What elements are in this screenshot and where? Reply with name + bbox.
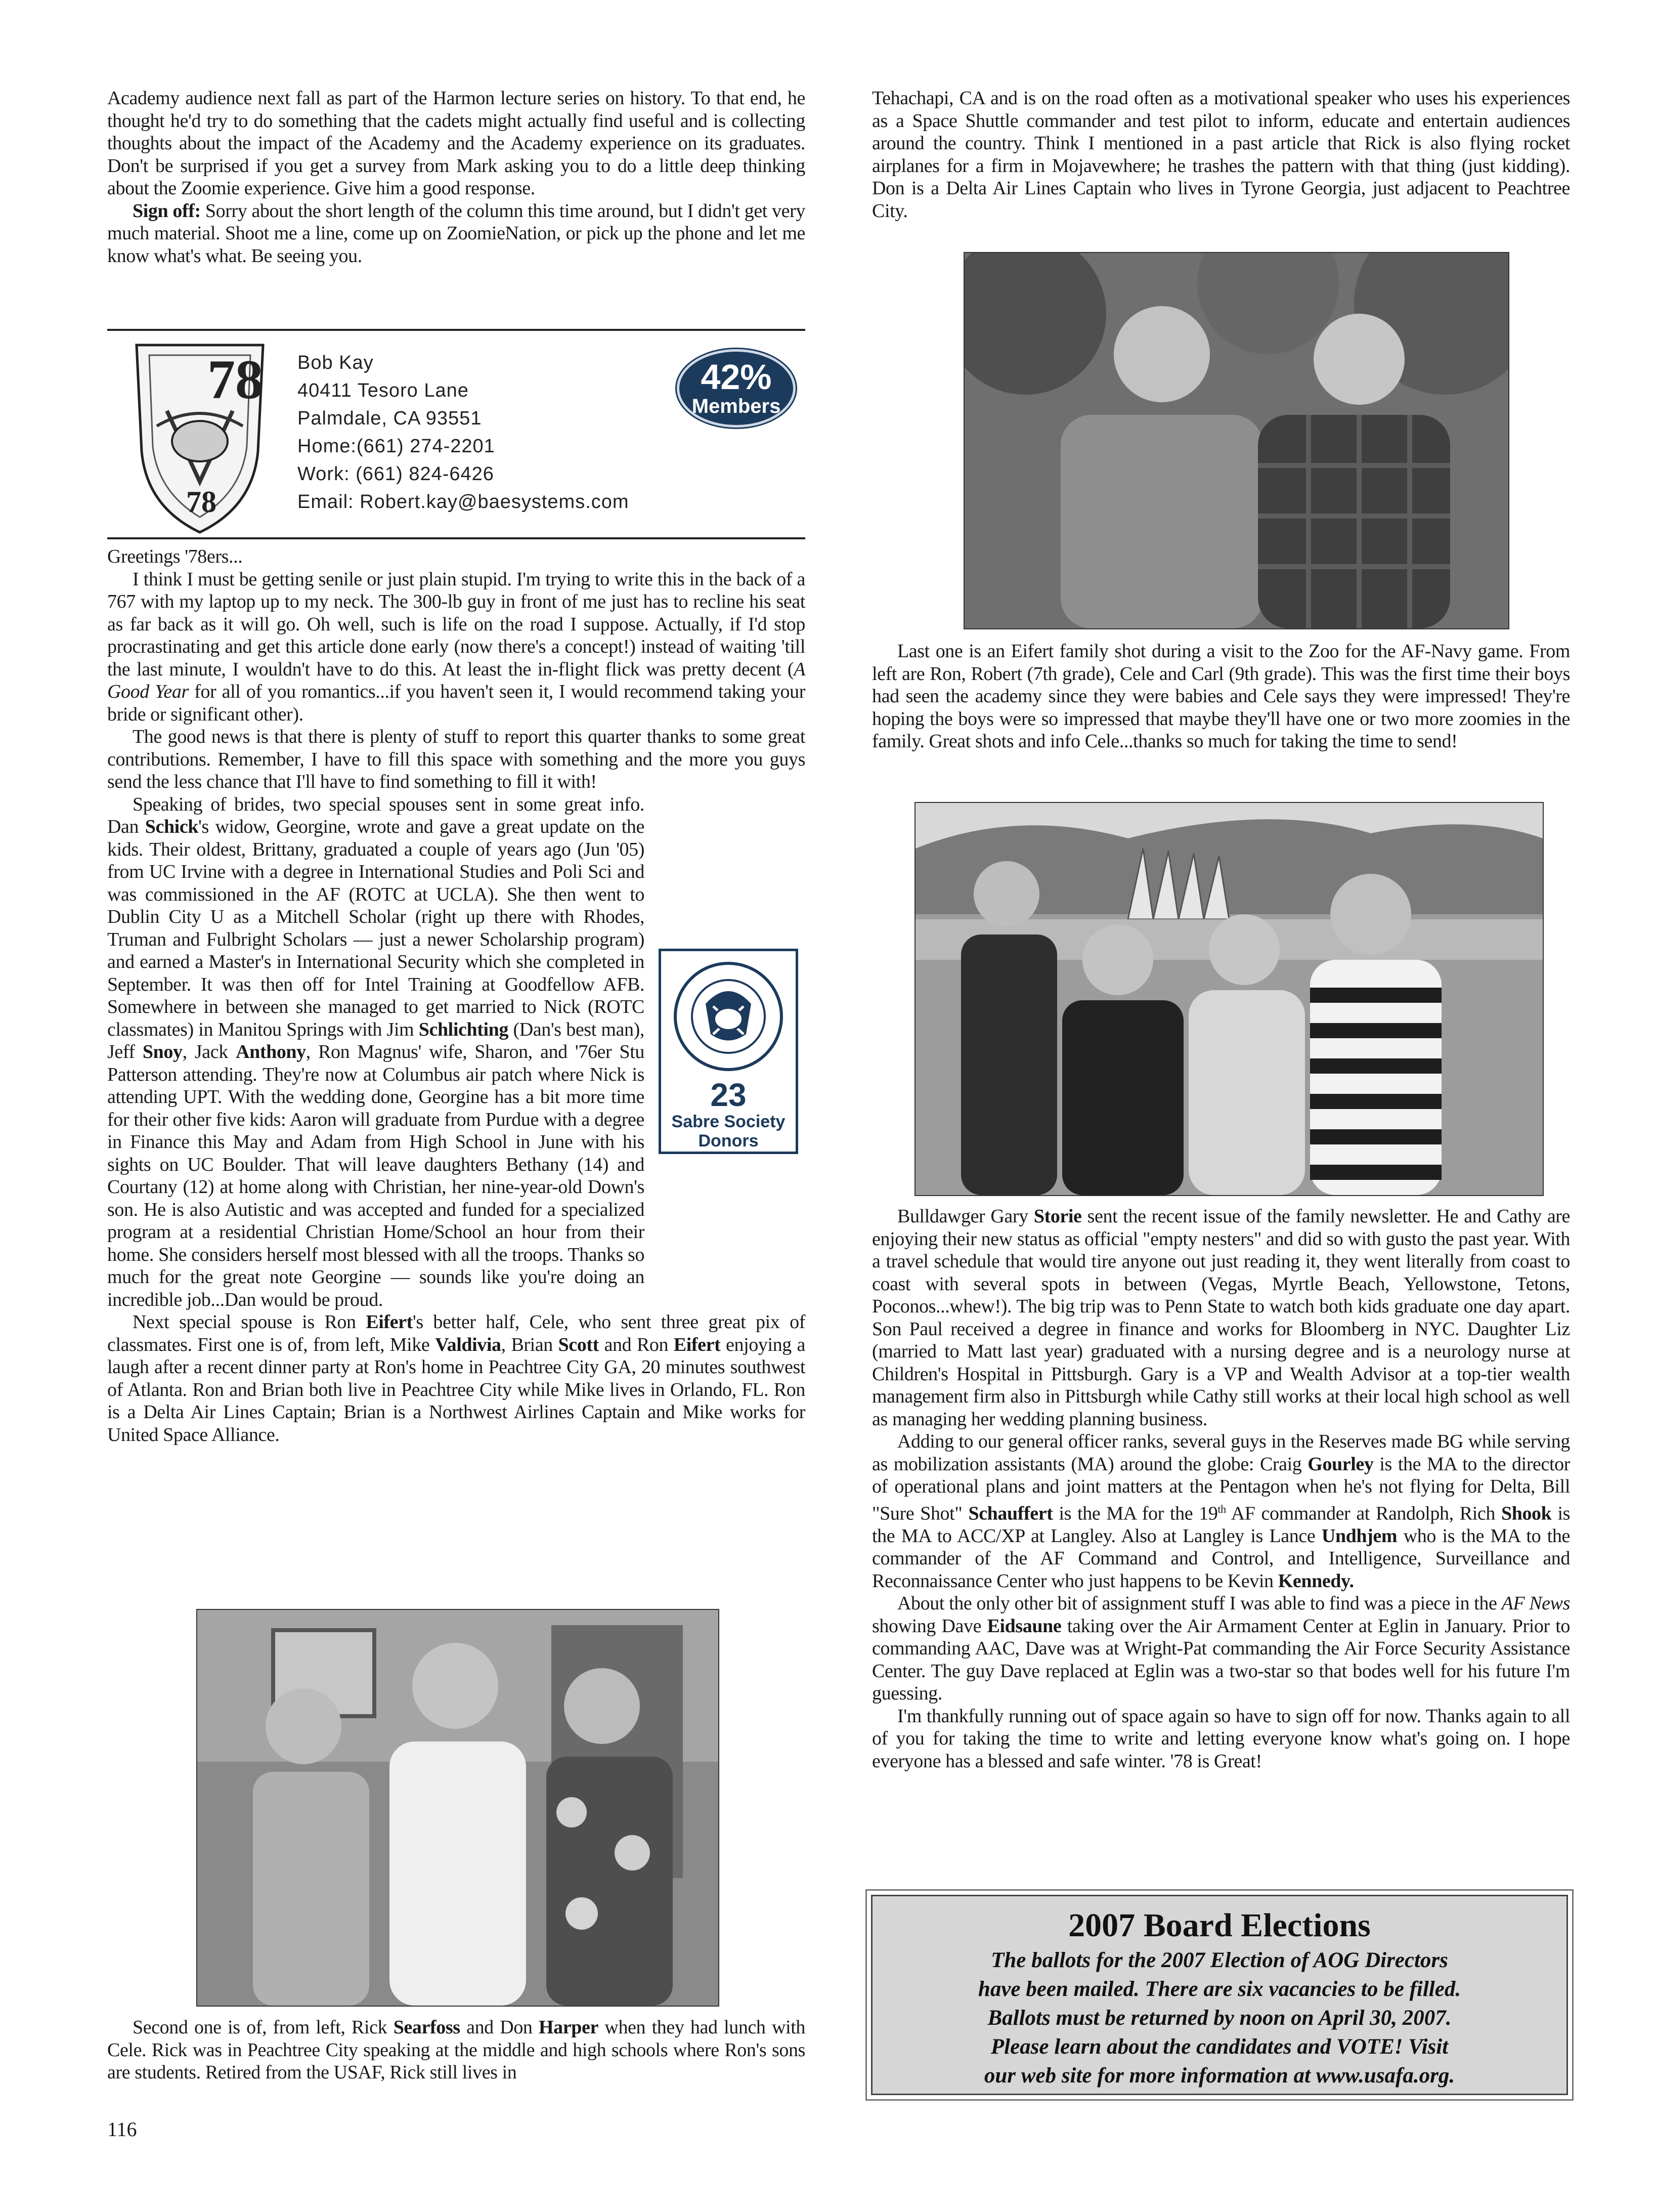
members-label: Members (691, 395, 781, 417)
photo-eifert-family (914, 802, 1544, 1196)
signoff-text: Sorry about the short length of the column this time around, but I didn't get very much material. Shoot me a line, come up on ZoomieNation, or pick up the phone and let me know what's what. Be seeing you. (107, 200, 805, 267)
paragraph-next-spouse: Next special spouse is Ron Eifert's better half, Cele, who sent three great pix of classmates. First one is of, from left, Mike Valdivia, Brian Scott and Ron Eifert enjoying a laugh after a recent dinner party at Ron's home in Peachtree City GA, 20 minutes southwest of Atlanta. Ron and Brian both live in Peachtree City while Mike lives in Orlando, FL. Ron is a Delta Air Lines Captain; Brian is a Northwest Airlines Captain and Mike works for United Space Alliance. (107, 1311, 805, 1445)
paragraph-eifert-family: Last one is an Eifert family shot during a visit to the Zoo for the AF-Navy game. From left are Ron, Robert (7th grade), Cele and Carl (9th grade). This was the first time their boys had seen the academy since they were babies and Cele says they were impressed! They're hoping the boys were so impressed that maybe they'll have one or two more zoomies in the family. Great shots and info Cele...thanks so much for taking the time to send! (872, 641, 1570, 752)
signoff-paragraph (107, 200, 805, 268)
paragraph-general-officers: Adding to our general officer ranks, several guys in the Reserves made BG while serving as mobilization assistants (MA) around the globe: Craig Gourley is the MA to the director of operational plans and joint matters at the Pentagon when he's not flying for Delta, Bill "Sure Shot" Schauffert is the MA for the 19th AF commander at Randolph, Rich Shook is the MA to ACC/XP at Langley. Also at Langley is Lance Undhjem who is the MA to the commander of the AF Command and Control, and Intelligence, Surveillance and Reconnaissance Center who just happens to be Kevin Kennedy. (872, 1431, 1570, 1592)
sabre-society-label-2: Donors (698, 1131, 759, 1151)
elections-line-1: The ballots for the 2007 Election of AOG Directors (991, 1948, 1448, 1972)
signoff-label: Sign off: (133, 200, 201, 222)
members-percent-badge (677, 349, 796, 428)
page-number: 116 (107, 2118, 137, 2141)
paragraph-senile: I think I must be getting senile or just plain stupid. I'm trying to write this in the back of a 767 with my laptop up to my neck. The 300-lb guy in front of me just has to recline his seat as far back as it will go. Oh well, such is life on the road I suppose. Actually, if I'd stop procrastinating and get this article done early (now there's a concept!) instead of waiting 'till the last minute, I wouldn't have to do this. At least the in-flight flick was pretty decent (A Good Year for all of you romantics...if you haven't seen it, I would recommend taking your bride or significant other). (107, 568, 805, 725)
elections-line-5[interactable]: our web site for more information at www.usafa.org. (984, 2064, 1455, 2088)
paragraph-signoff: I'm thankfully running out of space again so have to sign off for now. Thanks again to all of you for taking the time to write and letting everyone know what's going on. I hope everyone has a blessed and safe winter. '78 is Great! (872, 1705, 1570, 1772)
af-news-title: AF News (1501, 1593, 1570, 1614)
contact-home-phone: Home:(661) 274-2201 (297, 436, 495, 457)
paragraph-brides: Speaking of brides, two special spouses sent in some great info. Dan Schick's widow, Georgine, wrote and gave a great update on the kids. Their oldest, Brittany, graduated a couple of years ago (Jun '05) from UC Irvine with a degree in International Studies and Poli Sci and was commissioned in the AF (ROTC at UCLA). She then went to Dublin City U as a Mitchell Scholar (right up there with Rhodes, Truman and Fulbright Scholars — just a newer Scholarship program) and earned a Master's in International Security which she completed in September. It was then off for Intel Training at Goodfellow AFB. Somewhere in between she managed to get married to Nick (ROTC classmates) in Manitou Springs with Jim Schlichting (Dan's best man), Jeff Snoy, Jack Anthony, Ron Magnus' wife, Sharon, and '76er Stu Patterson attending. They're now at Columbus air patch where Nick is attending UPT. With the wedding done, Georgine has a bit more time for their other five kids: Aaron will graduate from Purdue with a degree in Finance this May and Adam from High School in June with his sights on UC Boulder. That will leave daughters Bethany (14) and Courtany (12) at home along with Christian, her nine-year-old Down's son. He is also Autistic and was accepted and funded for a specialized program at a residential Christian Home/School an hour from their home. She considers herself most blessed with all the troops. Thanks so much for the great note Georgine — sounds like you're doing an incredible job...Dan would be proud. (107, 793, 644, 1310)
contact-work-phone: Work: (661) 824-6426 (297, 463, 494, 485)
elections-line-4: Please learn about the candidates and VOTE! Visit (990, 2035, 1449, 2059)
board-elections-box (871, 1895, 1568, 2095)
sabre-society-label-1: Sabre Society (671, 1112, 786, 1131)
photo-searfoss-harper (964, 252, 1509, 629)
paragraph-assignment: About the only other bit of assignment stuff I was able to find was a piece in the AF News showing Dave Eidsaune taking over the Air Armament Center at Eglin in January. Prior to commanding AAC, Dave was at Wright-Pat commanding the Air Force Security Assistance Center. The guy Dave replaced at Eglin was a two-star so that bodes well for his future I'm guessing. (872, 1593, 1571, 1705)
movie-title: A Good Year (107, 658, 805, 702)
paragraph-second-photo: Second one is of, from left, Rick Searfoss and Don Harper when they had lunch with Cele. Rick was in Peachtree City speaking at the middle and high schools where Ron's sons are students. Retired from the USAF, Rick still lives in (107, 2017, 805, 2083)
photo-valdivia-scott-eifert (196, 1609, 719, 2007)
svg-text:78: 78 (207, 349, 263, 410)
greeting: Greetings '78ers... (107, 546, 243, 567)
right-bottom-text (872, 1205, 1570, 1772)
paragraph-good-news: The good news is that there is plenty of stuff to report this quarter thanks to some great contributions. Remember, I have to fill this space with something and the more you guys send the less chance that I'll have to find something to fill it with! (107, 726, 805, 792)
paragraph-tehachapi: Tehachapi, CA and is on the road often as a motivational speaker who uses his experiences as a Space Shuttle commander and test pilot to inform, educate and entertain audiences around the country. Think I mentioned in a past article that Rick is also flying rocket airplanes for a firm in Mojavewhere; he trashes the pattern with that thing (just kidding). Don is a Delta Air Lines Captain who lives in Tyrone Georgia, just adjacent to Peachtree City. (872, 88, 1570, 222)
left-intro-text (107, 87, 805, 267)
contact-email[interactable]: Email: Robert.kay@baesystems.com (297, 491, 629, 513)
contact-city: Palmdale, CA 93551 (297, 408, 482, 429)
left-main-text (107, 545, 805, 1446)
contact-street: 40411 Tesoro Lane (297, 380, 469, 401)
contact-name: Bob Kay (297, 352, 374, 373)
svg-text:78: 78 (186, 485, 216, 519)
elections-line-3: Ballots must be returned by noon on April 30, 2007. (987, 2006, 1452, 2030)
contact-bottom-rule (107, 537, 805, 539)
sabre-society-count: 23 (710, 1077, 747, 1113)
right-top-text (872, 87, 1570, 222)
intro-paragraph: Academy audience next fall as part of the Harmon lecture series on history. To that end, he thought he'd try to do something that the cadets might actually find useful and is collecting thoughts about the impact of the Academy and the Academy experience on its graduates. Don't be surprised if you get a survey from Mark asking you to do a little deep thinking about the Zoomie experience. Give him a good response. (107, 88, 805, 199)
contact-address-block (297, 349, 702, 516)
right-middle-text (872, 640, 1570, 753)
class-crest-logo (126, 340, 273, 537)
elections-title: 2007 Board Elections (1068, 1907, 1371, 1944)
contact-top-rule (107, 329, 805, 331)
left-closing-text (107, 2016, 805, 2084)
elections-line-2: have been mailed. There are six vacancies to be filled. (978, 1977, 1461, 2001)
members-percent: 42% (701, 357, 772, 397)
paragraph-storie: Bulldawger Gary Storie sent the recent issue of the family newsletter. He and Cathy are enjoying their new status as official "empty nesters" and did so with gusto the past year. With a travel schedule that would tire anyone out just reading it, they went literally from coast to coast with several spots in between (Vegas, Myrtle Beach, Yellowstone, Tetons, Poconos...whew!). The big trip was to Penn State to watch both kids graduate one day apart. Son Paul received a degree in finance and works for Bloomberg in NYC. Daughter Liz (married to Matt last year) graduated with a nursing degree and is a neurology nurse at Children's Hospital in Pittsburgh. Gary is a VP and Wealth Advisor at a top-tier wealth management firm also in Pittsburgh while Cathy still works at their local high school as well as managing her wedding planning business. (872, 1206, 1571, 1430)
